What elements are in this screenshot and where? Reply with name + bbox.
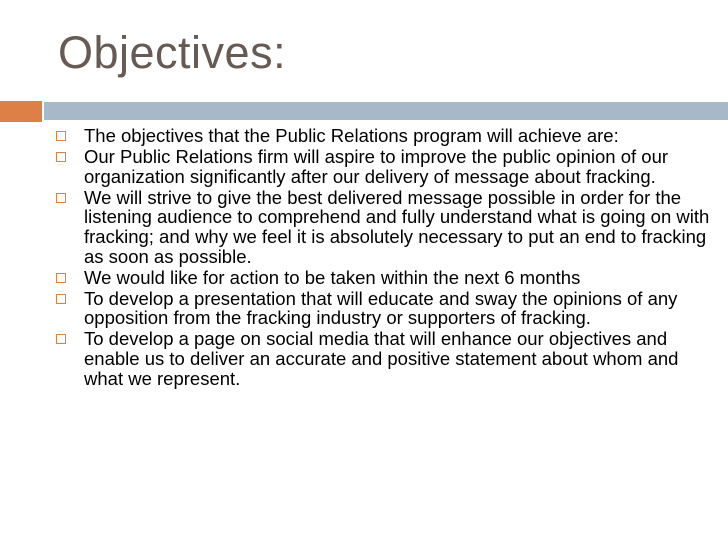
bullet-text: We will strive to give the best delivered message possible in order for the listening audience to comprehend and fully understand what is going on with fracking; and why we feel it is absolutely necessary to put an end to fracking as soon as possible. — [84, 186, 710, 267]
list-item — [56, 268, 716, 288]
square-outline-icon — [56, 294, 66, 304]
square-outline-icon — [56, 193, 66, 203]
list-item — [56, 289, 716, 328]
slide-title: Objectives: — [58, 27, 287, 78]
bullet-text: To develop a presentation that will educate and sway the opinions of any opposition from the fracking industry or supporters of fracking. — [84, 287, 678, 329]
list-item — [56, 126, 716, 146]
list-item — [56, 329, 716, 388]
title-rule — [42, 102, 728, 120]
bullet-text: The objectives that the Public Relations program will achieve are: — [84, 125, 619, 146]
bullet-text: We would like for action to be taken within the next 6 months — [84, 266, 581, 288]
list-item — [56, 147, 716, 186]
square-outline-icon — [56, 334, 66, 344]
bullet-text: Our Public Relations firm will aspire to improve the public opinion of our organization significantly after our delivery of message about fracking. — [84, 146, 669, 187]
bullet-text: To develop a page on social media that will enhance our objectives and enable us to deliver an accurate and positive statement about whom and what we represent. — [84, 328, 679, 389]
square-outline-icon — [56, 131, 66, 141]
square-outline-icon — [56, 152, 66, 162]
square-outline-icon — [56, 273, 66, 283]
title-rule-accent — [0, 101, 42, 122]
bullet-list — [56, 126, 716, 390]
title-rule-divider — [42, 101, 44, 122]
list-item — [56, 188, 716, 266]
